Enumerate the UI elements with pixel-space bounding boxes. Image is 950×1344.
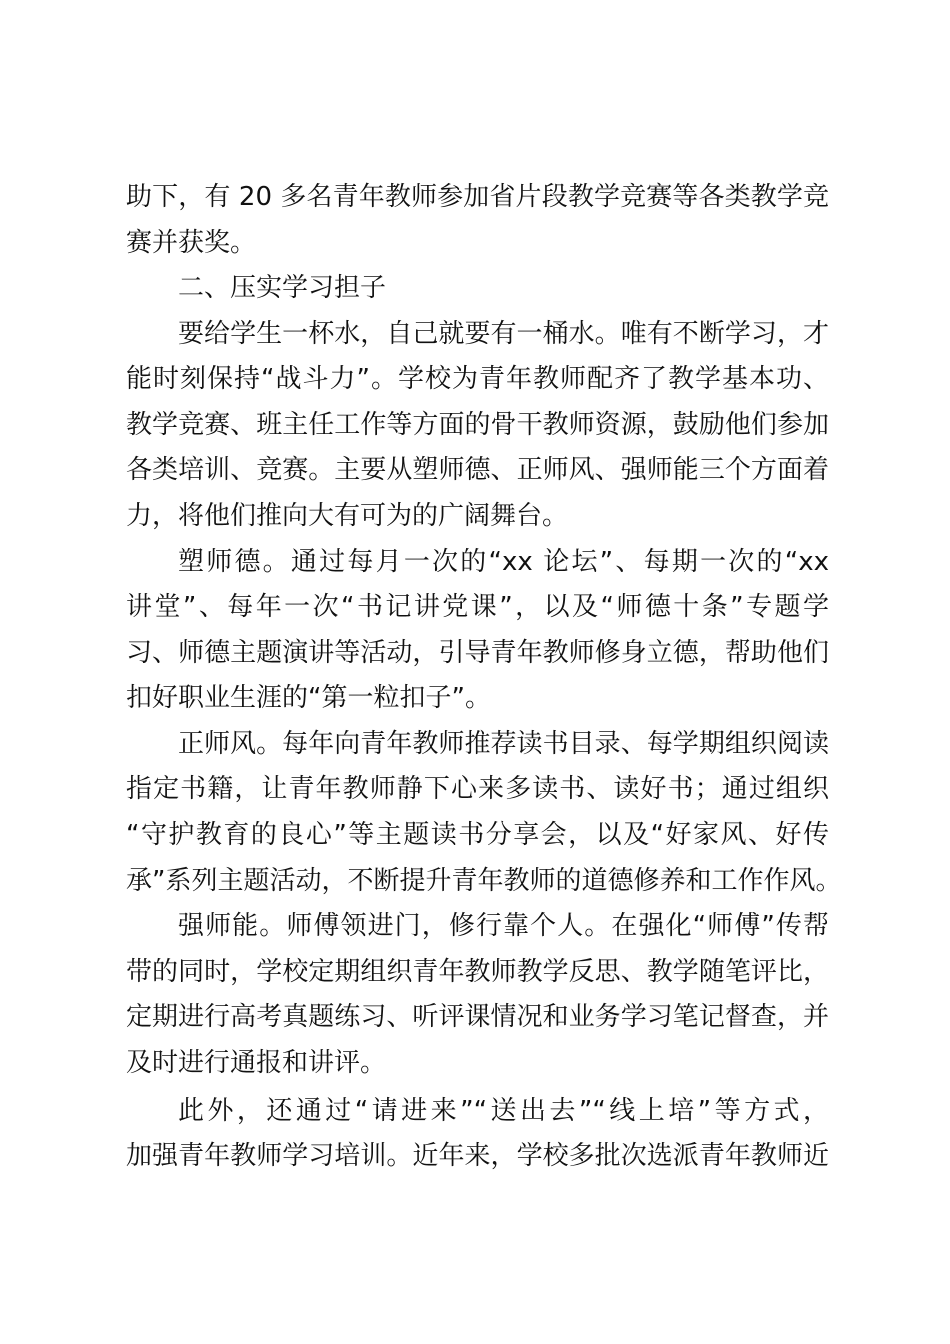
body-line: 正师风。每年向青年教师推荐读书目录、每学期组织阅读	[178, 729, 829, 759]
body-line: 强师能。师傅领进门，修行靠个人。在强化“师傅”传帮	[178, 911, 829, 941]
body-line: 此外，还通过“请进来”“送出去”“线上培”等方式，	[178, 1096, 829, 1126]
body-line: 指定书籍，让青年教师静下心来多读书、读好书；通过组织	[126, 774, 829, 804]
body-line: 扣好职业生涯的“第一粒扣子”。	[126, 683, 491, 713]
body-line: 助下，有 20 多名青年教师参加省片段教学竞赛等各类教学竞	[126, 182, 829, 212]
body-line: 讲堂”、每年一次“书记讲党课”，以及“师德十条”专题学	[126, 592, 829, 622]
section-heading: 二、压实学习担子	[178, 273, 387, 303]
body-line: 能时刻保持“战斗力”。学校为青年教师配齐了教学基本功、	[126, 364, 829, 394]
body-line: 承”系列主题活动，不断提升青年教师的道德修养和工作作风。	[126, 866, 842, 896]
body-line: “守护教育的良心”等主题读书分享会，以及“好家风、好传	[126, 820, 829, 850]
body-line: 带的同时，学校定期组织青年教师教学反思、教学随笔评比，	[126, 957, 829, 987]
body-line: 及时进行通报和讲评。	[126, 1048, 387, 1078]
body-line: 加强青年教师学习培训。近年来，学校多批次选派青年教师近	[126, 1141, 829, 1171]
body-line: 塑师德。通过每月一次的“xx 论坛”、每期一次的“xx	[178, 547, 829, 577]
body-line: 定期进行高考真题练习、听评课情况和业务学习笔记督查，并	[126, 1002, 829, 1032]
body-line: 习、师德主题演讲等活动，引导青年教师修身立德，帮助他们	[126, 638, 829, 668]
body-line: 赛并获奖。	[126, 228, 257, 258]
body-line: 教学竞赛、班主任工作等方面的骨干教师资源，鼓励他们参加	[126, 410, 829, 440]
body-line: 力，将他们推向大有可为的广阔舞台。	[126, 501, 569, 531]
body-line: 要给学生一杯水，自己就要有一桶水。唯有不断学习，才	[178, 319, 829, 349]
body-line: 各类培训、竞赛。主要从塑师德、正师风、强师能三个方面着	[126, 455, 829, 485]
